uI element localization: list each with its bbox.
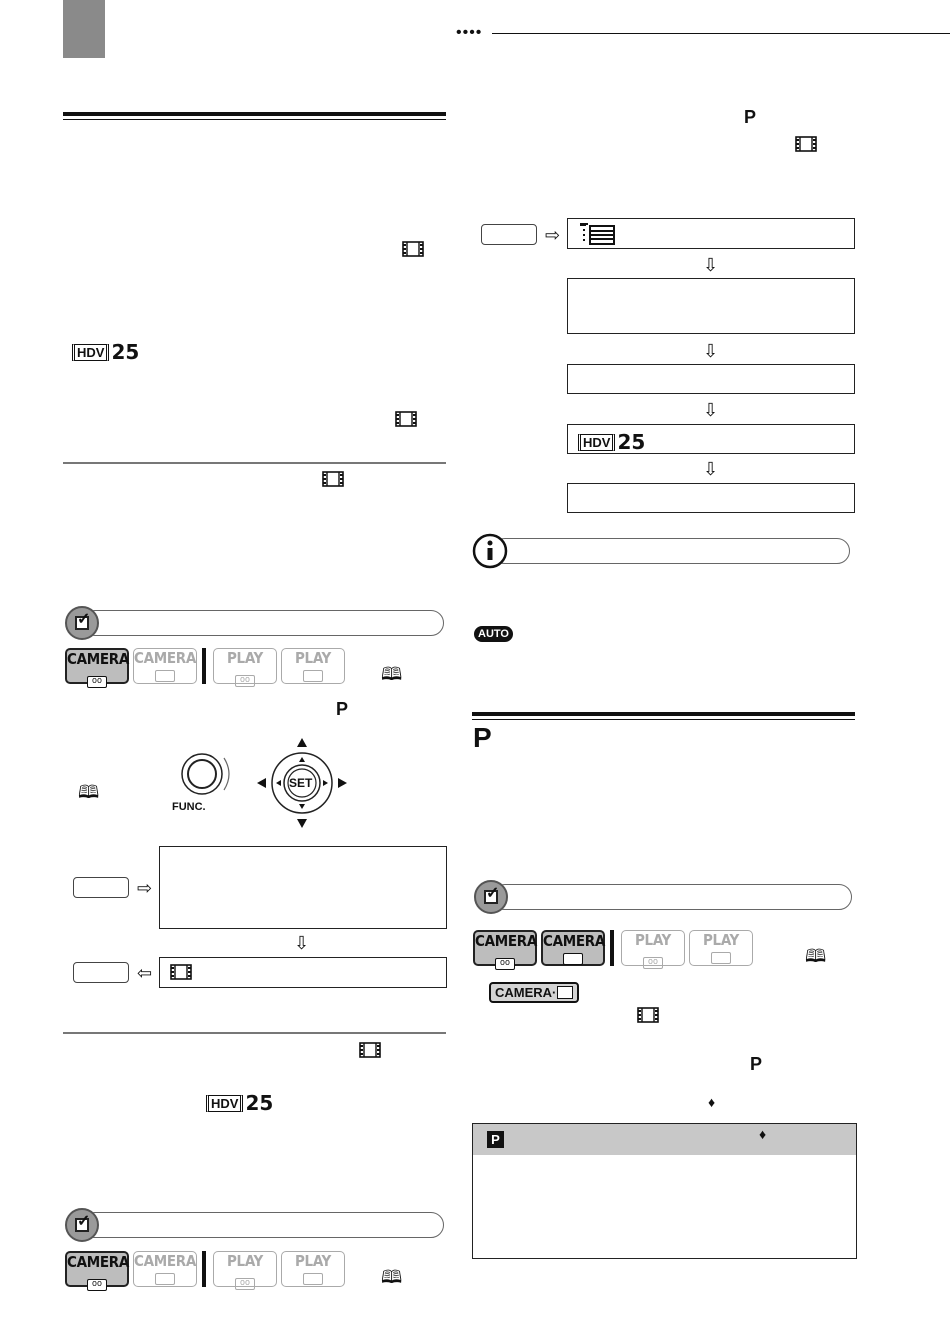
checkmark-icon: ✓: [474, 880, 508, 914]
arrow-left-icon: ⇦: [137, 963, 153, 983]
hdv-25-icon: [72, 340, 139, 364]
movie-mode-icon: [402, 241, 424, 257]
mode-play-card: PLAY: [281, 1251, 345, 1287]
flow-box-right-5: [567, 483, 855, 513]
header-rule: [492, 33, 950, 34]
func-button-box: [73, 877, 129, 898]
arrow-right-icon: ⇨: [545, 225, 561, 245]
options-bar: [82, 610, 444, 636]
book-reference-icon: 🕮: [381, 1267, 403, 1287]
mode-separator: [202, 648, 206, 684]
func-label: FUNC.: [172, 801, 206, 813]
hdv-label: HDV: [72, 344, 109, 361]
camera-card-inline-badge: CAMERA·: [489, 982, 579, 1003]
movie-mode-icon: [637, 1007, 659, 1023]
section-rule-right: [472, 712, 855, 716]
diamond-marker: ♦: [759, 1126, 767, 1142]
section-rule-left-top-thin: [63, 119, 446, 120]
arrow-right-icon: ⇨: [137, 878, 153, 898]
arrow-down-icon: ⇩: [703, 400, 719, 420]
program-ae-badge-icon: P: [487, 1131, 504, 1148]
checkmark-icon: ✓: [65, 606, 99, 640]
movie-mode-icon: [795, 136, 817, 152]
arrow-down-icon: ⇩: [703, 341, 719, 361]
movie-mode-icon: [359, 1042, 381, 1058]
book-reference-icon: 🕮: [381, 664, 403, 684]
program-ae-letter: P: [750, 1054, 763, 1074]
movie-mode-icon: [395, 411, 417, 427]
func-button-box: [73, 962, 129, 983]
checkmark-icon: ✓: [65, 1208, 99, 1242]
hdv-25-icon: HDV 25: [578, 430, 645, 454]
arrow-down-icon: ⇩: [294, 933, 310, 953]
mode-play-tape: PLAY oo: [213, 648, 277, 684]
movie-mode-icon: [170, 964, 192, 980]
options-bar: [492, 884, 852, 910]
set-label: SET: [289, 776, 313, 790]
section-rule-left-top: [63, 112, 446, 116]
flow-box-right-3: [567, 364, 855, 394]
hdv-number: 25: [111, 340, 140, 364]
menu-icon: [580, 222, 616, 246]
info-icon: [472, 533, 508, 569]
movie-mode-icon: [322, 471, 344, 487]
flow-box-left-1: [159, 846, 447, 929]
diamond-marker: ♦: [708, 1094, 716, 1110]
section-rule-right-thin: [472, 719, 855, 720]
program-ae-heading-letter: P: [473, 722, 492, 753]
arrow-down-icon: ⇩: [703, 459, 719, 479]
mode-camera-tape: CAMERA oo: [67, 1253, 130, 1289]
mode-camera-card: CAMERA: [133, 1251, 197, 1287]
program-ae-letter: P: [336, 699, 349, 719]
mode-camera-card: CAMERA: [541, 930, 605, 966]
auto-mode-icon: AUTO: [474, 626, 513, 642]
options-bar: [82, 1212, 444, 1238]
program-info-header: [473, 1124, 856, 1155]
mode-play-tape: PLAY oo: [621, 930, 685, 966]
book-reference-icon: 🕮: [805, 946, 827, 966]
mode-play-card: PLAY: [689, 930, 753, 966]
mode-camera-tape: CAMERA oo: [67, 650, 130, 686]
mode-separator: [202, 1251, 206, 1287]
arrow-down-icon: ⇩: [703, 255, 719, 275]
subsection-rule-1: [63, 462, 446, 464]
program-ae-letter: P: [744, 107, 757, 127]
mode-camera-tape: CAMERA oo: [475, 932, 538, 968]
flow-box-left-2: [159, 957, 447, 988]
info-bar: [492, 538, 850, 564]
book-reference-icon: 🕮: [78, 782, 100, 802]
mode-camera-card: CAMERA: [133, 648, 197, 684]
mode-play-card: PLAY: [281, 648, 345, 684]
flow-box-right-2: [567, 278, 855, 334]
hdv-25-icon: HDV 25: [206, 1091, 273, 1115]
subsection-rule-2: [63, 1032, 446, 1034]
mode-play-tape: PLAY oo: [213, 1251, 277, 1287]
page-tab: [63, 0, 105, 58]
header-dots: ••••: [456, 24, 483, 41]
mode-separator: [610, 930, 614, 966]
func-button-box: [481, 224, 537, 245]
